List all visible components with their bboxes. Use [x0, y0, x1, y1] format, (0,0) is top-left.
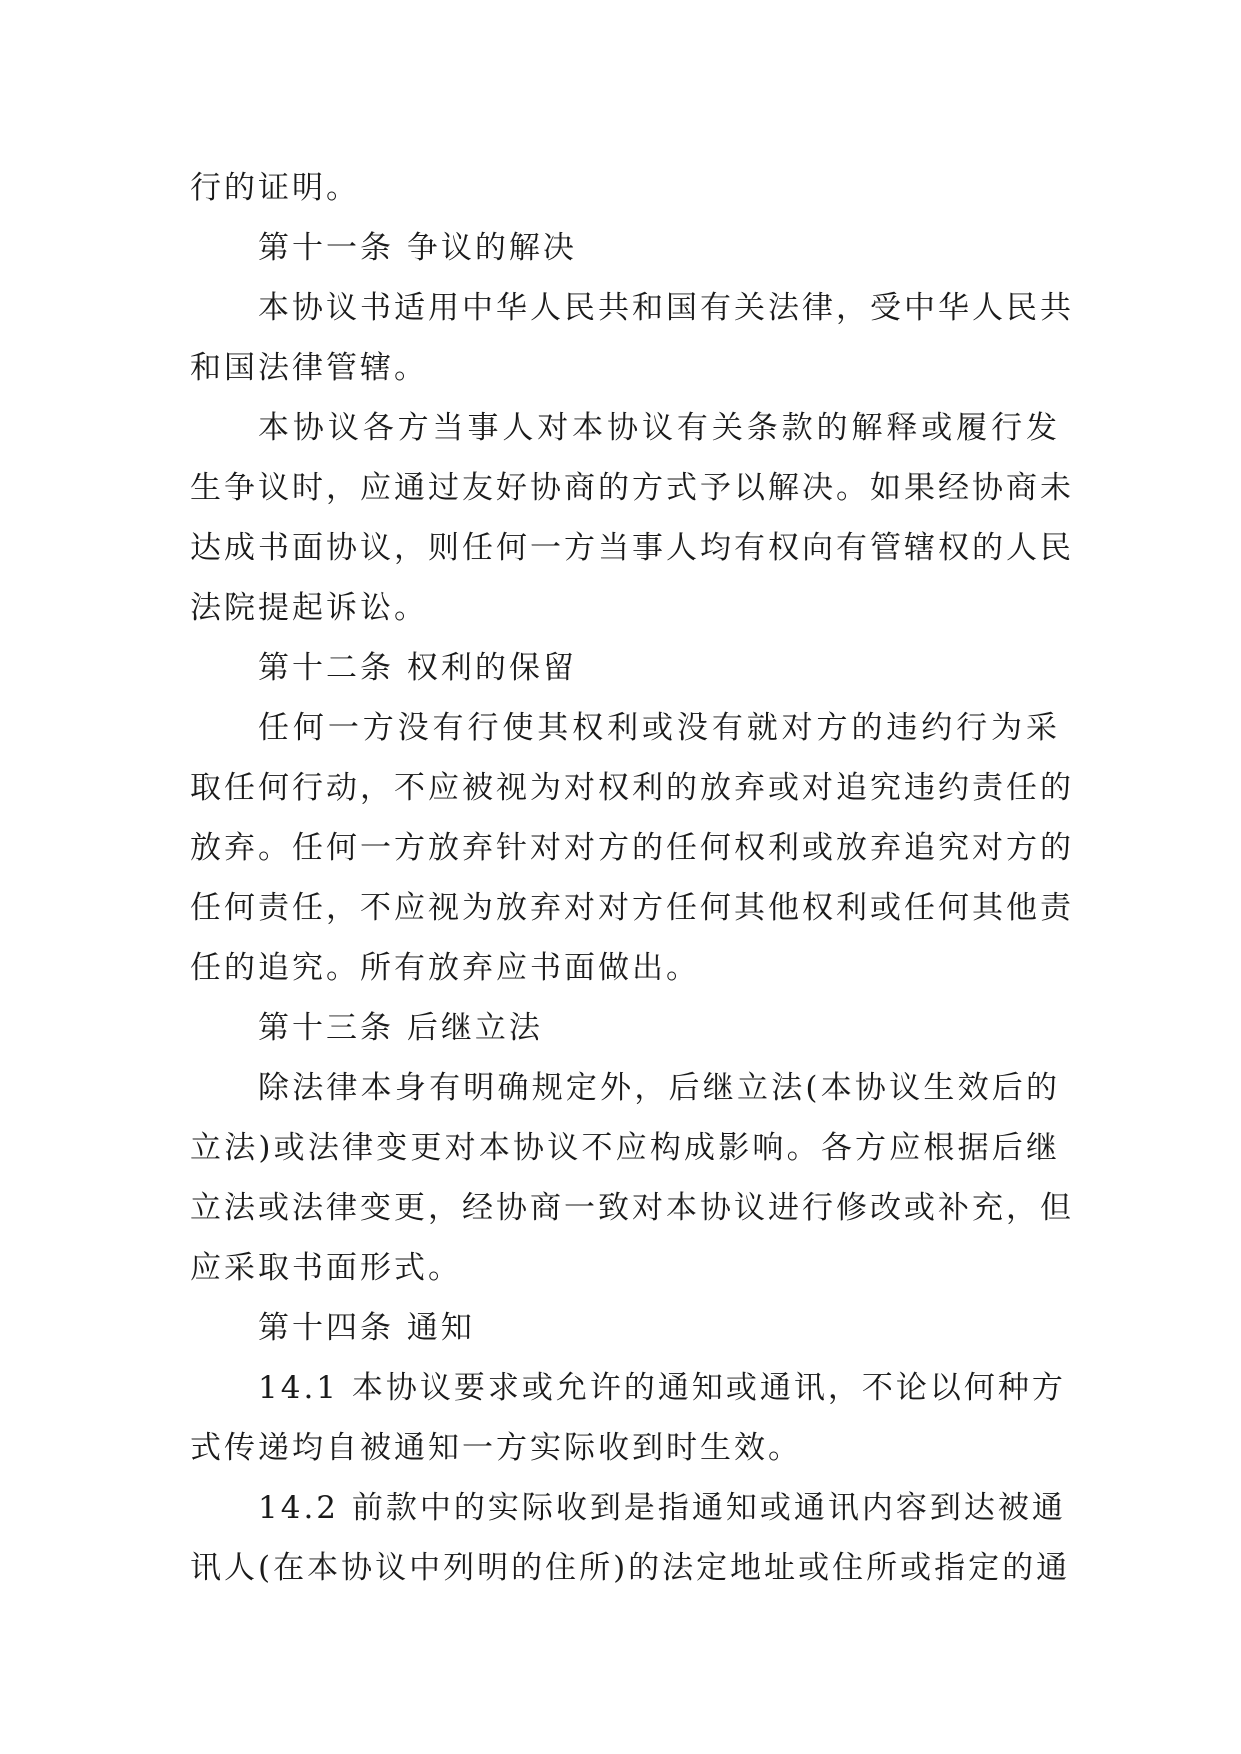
paragraph-line: 除法律本身有明确规定外，后继立法(本协议生效后的	[258, 1070, 1060, 1106]
paragraph-line: 任何责任，不应视为放弃对对方任何其他权利或任何其他责	[190, 890, 1074, 926]
article-heading: 第十四条 通知	[258, 1310, 475, 1346]
document-body	[190, 158, 1074, 1598]
paragraph-line: 达成书面协议，则任何一方当事人均有权向有管辖权的人民	[190, 530, 1074, 566]
paragraph-line: 行的证明。	[190, 170, 360, 206]
paragraph-line: 本协议书适用中华人民共和国有关法律，受中华人民共	[258, 290, 1074, 326]
paragraph-line: 式传递均自被通知一方实际收到时生效。	[190, 1430, 802, 1466]
paragraph-line: 和国法律管辖。	[190, 350, 428, 386]
paragraph-line: 任的追究。所有放弃应书面做出。	[190, 950, 700, 986]
paragraph-line: 放弃。任何一方放弃针对对方的任何权利或放弃追究对方的	[190, 830, 1074, 866]
paragraph-line: 应采取书面形式。	[190, 1250, 462, 1286]
paragraph-line: 生争议时，应通过友好协商的方式予以解决。如果经协商未	[190, 470, 1074, 506]
article-heading: 第十三条 后继立法	[258, 1010, 543, 1046]
paragraph-line: 14.1 本协议要求或允许的通知或通讯，不论以何种方	[258, 1370, 1066, 1406]
paragraph-line: 讯人(在本协议中列明的住所)的法定地址或住所或指定的通	[190, 1550, 1071, 1586]
article-heading: 第十二条 权利的保留	[258, 650, 577, 686]
article-heading: 第十一条 争议的解决	[258, 230, 577, 266]
paragraph-line: 任何一方没有行使其权利或没有就对方的违约行为采	[258, 710, 1060, 746]
paragraph-line: 14.2 前款中的实际收到是指通知或通讯内容到达被通	[258, 1490, 1066, 1526]
paragraph-line: 法院提起诉讼。	[190, 590, 428, 626]
paragraph-line: 本协议各方当事人对本协议有关条款的解释或履行发	[258, 410, 1060, 446]
paragraph-line: 立法)或法律变更对本协议不应构成影响。各方应根据后继	[190, 1130, 1060, 1166]
paragraph-line: 取任何行动，不应被视为对权利的放弃或对追究违约责任的	[190, 770, 1074, 806]
paragraph-line: 立法或法律变更，经协商一致对本协议进行修改或补充，但	[190, 1190, 1074, 1226]
